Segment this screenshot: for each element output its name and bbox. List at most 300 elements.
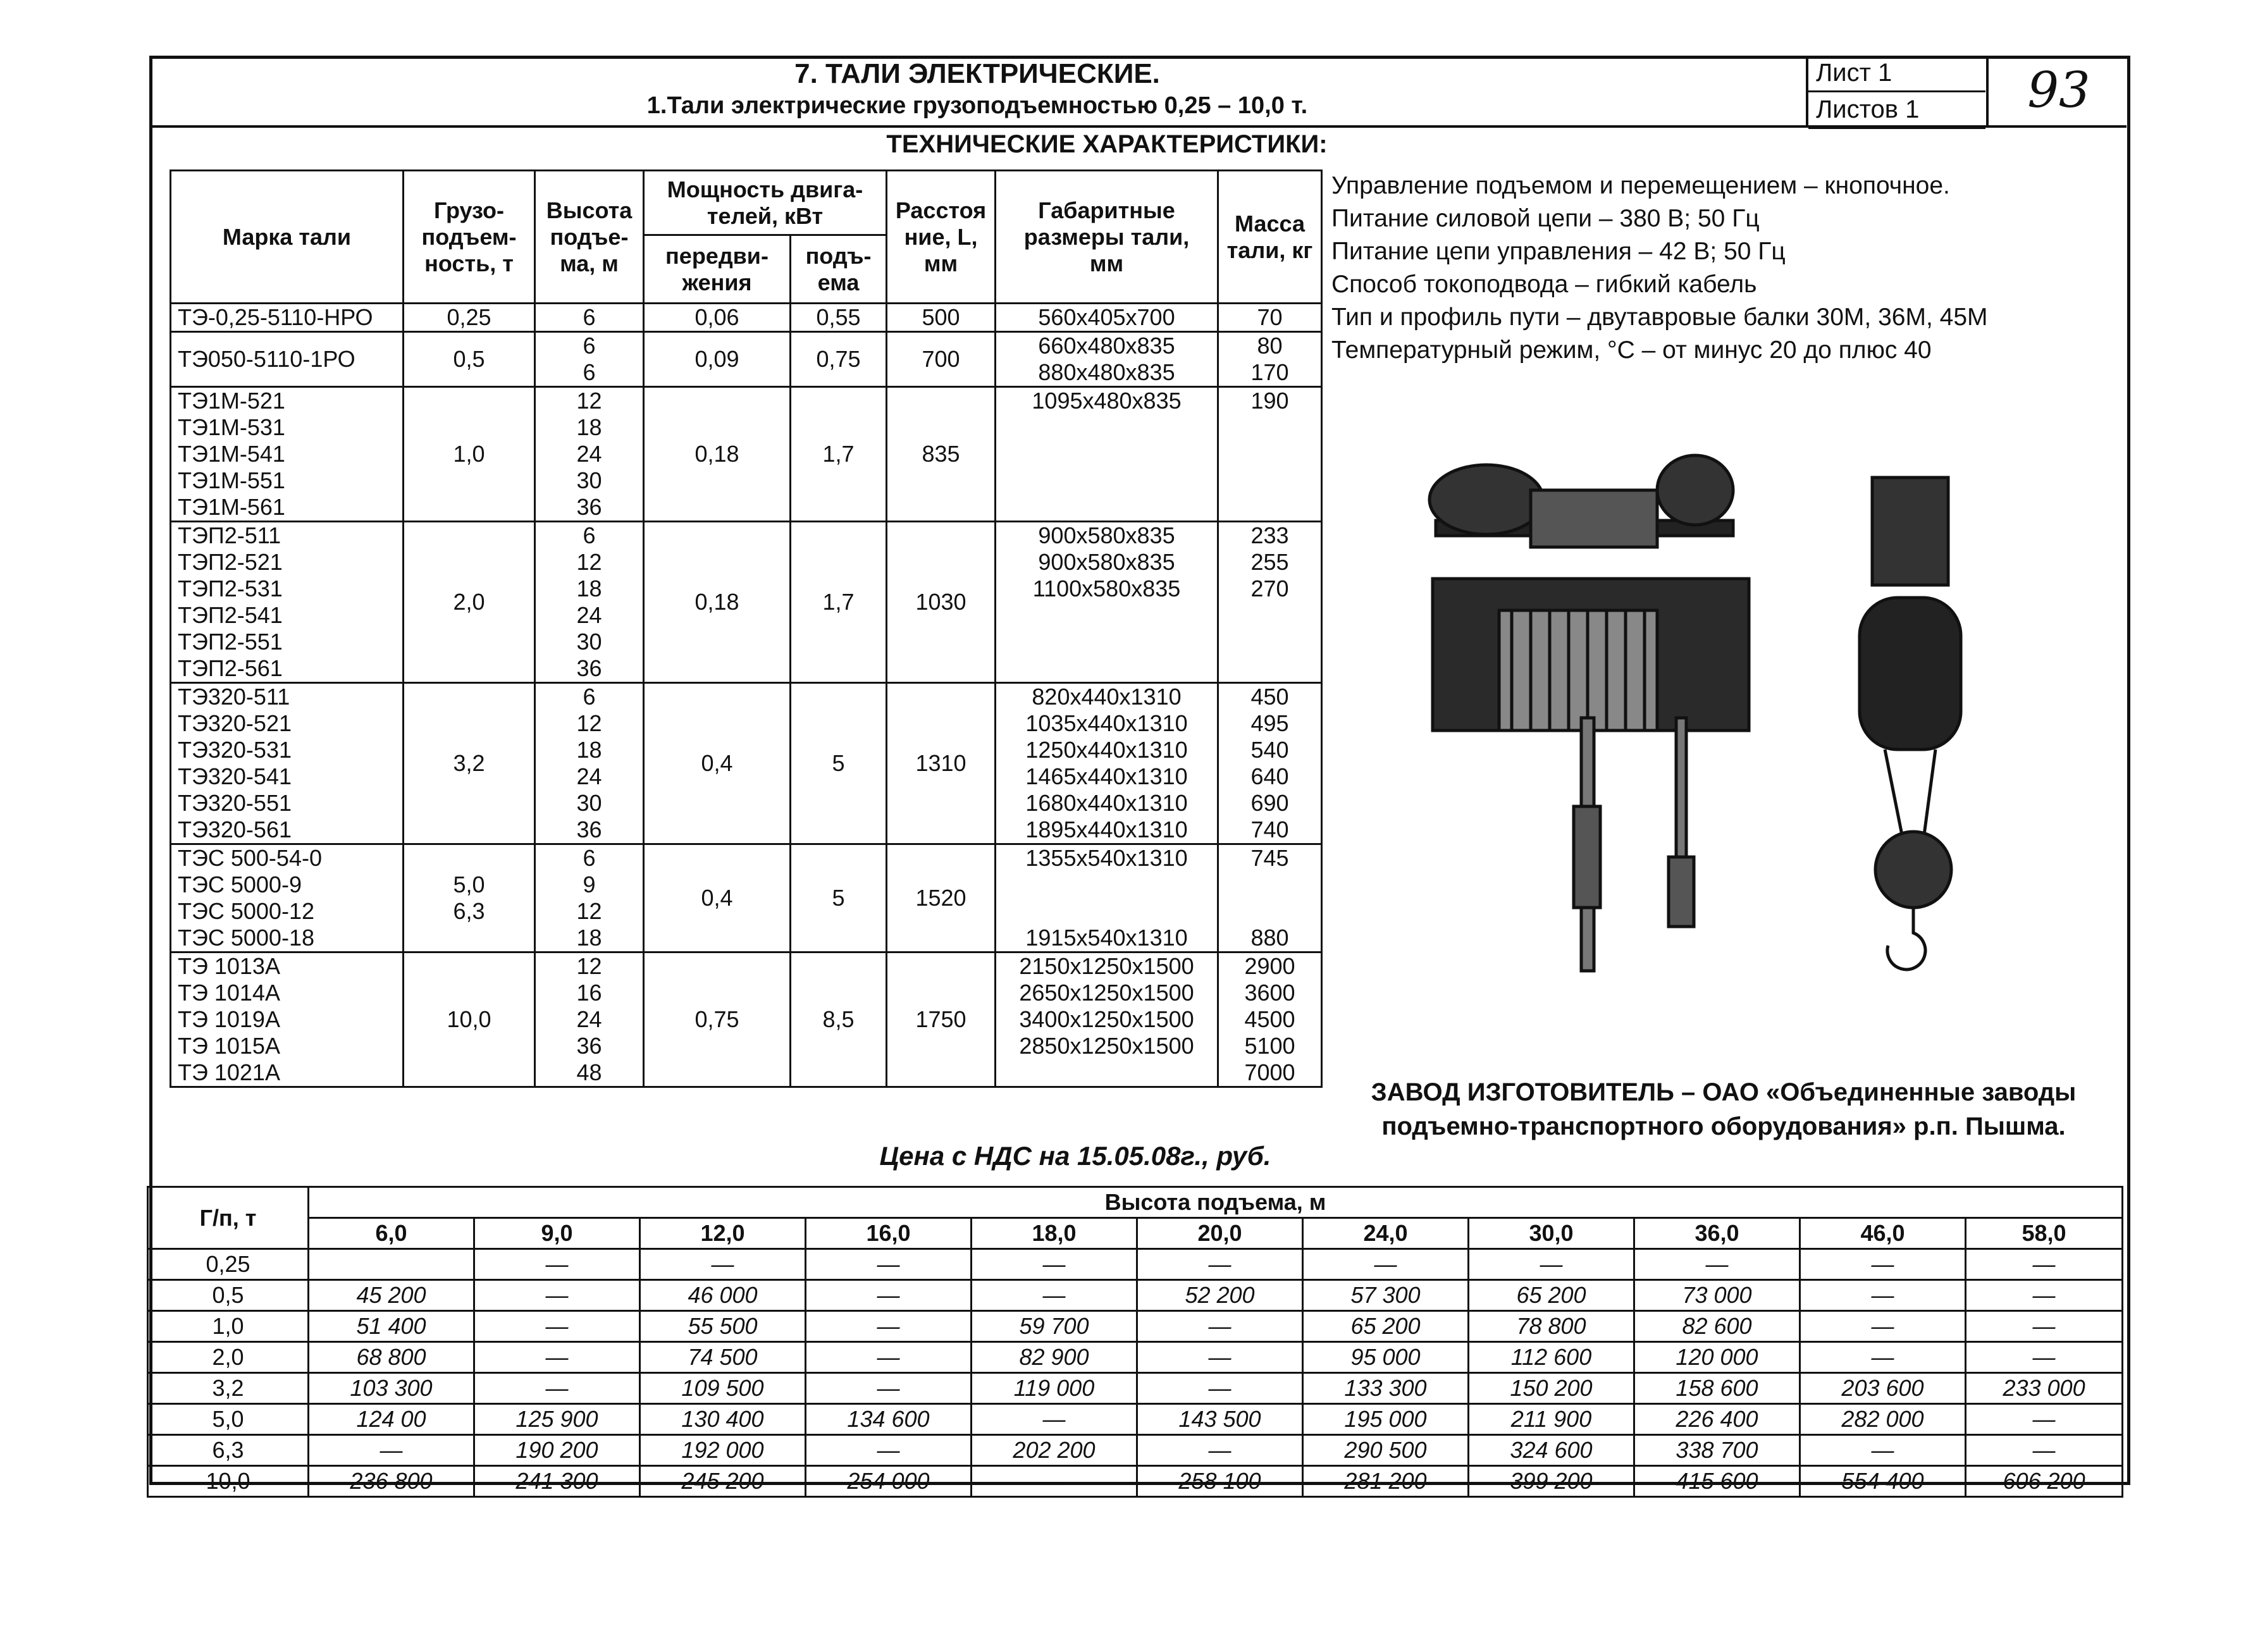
text-line: Мощность двига- [667,176,863,202]
text-line: подъ- [805,242,872,269]
price-cell: 554 400 [1800,1466,1966,1497]
spec-mass-line: 255 [1250,549,1289,575]
spec-power-lift: 1,7 [791,387,887,522]
price-cell: 57 300 [1303,1280,1469,1311]
spec-row [171,522,1322,683]
spec-dims-line: 820x440x1310 [1032,684,1182,710]
price-gp: 6,3 [148,1435,309,1466]
price-cell: 125 900 [474,1404,640,1435]
price-cell: 290 500 [1303,1435,1469,1466]
spec-power-move: 0,4 [644,683,791,844]
spec-model-line: ТЭ1М-521 [178,388,285,414]
spec-dims-line [996,898,1217,925]
spec-model-line: ТЭ320-561 [178,817,292,842]
spec-height [535,683,644,844]
spec-mass-line: 70 [1257,304,1283,330]
spec-power-lift: 0,75 [791,332,887,387]
price-cell: — [1137,1373,1303,1404]
spec-height-line: 30 [576,467,602,493]
text-line: мм [1089,250,1124,276]
spec-dims-line: 1465x440x1310 [1025,763,1188,789]
price-cell: — [806,1435,972,1466]
text-line: ма, м [560,250,619,276]
price-cell: 236 800 [309,1466,474,1497]
price-cell: 143 500 [1137,1404,1303,1435]
spec-model-line: ТЭП2-561 [178,655,283,681]
text-line: ЗАВОД ИЗГОТОВИТЕЛЬ – ОАО «Объединенные заводы [1371,1078,2077,1106]
spec-mass-line: 640 [1250,763,1289,789]
price-table [147,1186,2123,1498]
text-line: Питание цепи управления – 42 В; 50 Гц [1331,238,1786,265]
spec-model-line: ТЭ320-531 [178,737,292,763]
spec-height-line: 36 [576,1033,602,1059]
text-line: ность, т [424,250,514,276]
spec-height-line: 24 [576,1006,602,1032]
spec-height-line: 12 [576,898,602,924]
spec-model-line: ТЭ 1015А [178,1033,280,1059]
text-line: Питание силовой цепи – 380 В; 50 Гц [1331,205,1760,232]
price-cell: — [1966,1342,2123,1373]
spec-height-line: 48 [576,1059,602,1085]
price-cell: — [972,1404,1137,1435]
price-row [148,1280,2123,1311]
spec-mass-line: 170 [1250,359,1289,385]
spec-table [170,170,1323,1088]
price-cell: 282 000 [1800,1404,1966,1435]
price-cell: 195 000 [1303,1404,1469,1435]
spec-height-line: 18 [576,925,602,951]
price-cell: 134 600 [806,1404,972,1435]
text-line: Высота [546,197,633,223]
price-cell: 150 200 [1469,1373,1634,1404]
spec-dims-line: 1100x580x835 [1032,576,1181,601]
spec-height-line: 6 [583,333,596,359]
hoist-illustration [1417,452,2005,996]
price-cell: 203 600 [1800,1373,1966,1404]
price-cell: 82 900 [972,1342,1137,1373]
spec-dims-line: 1915x540x1310 [1025,925,1188,951]
spec-dims-line: 2850x1250x1500 [1019,1033,1194,1059]
spec-mass [1218,332,1322,387]
price-cell: — [1469,1249,1634,1280]
spec-mass-line: 190 [1250,388,1289,414]
tech-title: ТЕХНИЧЕСКИЕ ХАРАКТЕРИСТИКИ: [886,130,1328,158]
spec-row [171,844,1322,952]
spec-capacity [404,304,535,332]
sheets-label: Листов 1 [1808,92,1985,129]
spec-dims [996,522,1218,683]
price-height-col: 16,0 [806,1218,972,1249]
spec-model-line: ТЭ 1019А [178,1006,280,1032]
spec-dims [996,952,1218,1087]
spec-model-line: ТЭ1М-541 [178,441,285,467]
spec-mass [1218,952,1322,1087]
price-cell: — [1137,1311,1303,1342]
price-cell: 245 200 [640,1466,806,1497]
spec-model [171,387,404,522]
col-power-lift [791,235,887,304]
price-cell: 73 000 [1634,1280,1800,1311]
spec-row [171,304,1322,332]
text-line: подъе- [550,223,629,250]
price-height-col: 24,0 [1303,1218,1469,1249]
price-gp: 2,0 [148,1342,309,1373]
price-cell: 124 00 [309,1404,474,1435]
sheet-number: 93 [1986,56,2129,125]
spec-distance: 1310 [887,683,996,844]
price-cell: — [806,1280,972,1311]
spec-mass-line: 270 [1250,576,1289,601]
spec-height-line: 6 [583,684,596,710]
spec-capacity [404,332,535,387]
spec-height [535,304,644,332]
price-cell: 254 000 [806,1466,972,1497]
spec-mass-line: 3600 [1244,980,1295,1006]
spec-distance: 835 [887,387,996,522]
price-cell: — [1634,1249,1800,1280]
text-line: жения [682,269,752,295]
spec-model-line: ТЭС 5000-18 [178,925,314,951]
spec-capacity [404,952,535,1087]
col-dims [996,171,1218,304]
spec-mass-line: 4500 [1244,1006,1295,1032]
spec-height-line: 16 [576,980,602,1006]
price-cell: 338 700 [1634,1435,1800,1466]
spec-mass [1218,844,1322,952]
page-subtitle: 1.Тали электрические грузоподъемностью 0,25 – 10,0 т. [646,92,1308,119]
spec-distance: 1750 [887,952,996,1087]
page-title: 7. ТАЛИ ЭЛЕКТРИЧЕСКИЕ. [794,58,1160,89]
notes-block [1331,170,2116,367]
col-power [644,171,887,235]
spec-height-line: 36 [576,494,602,520]
spec-row [171,387,1322,522]
col-height [535,171,644,304]
spec-height [535,952,644,1087]
spec-distance: 700 [887,332,996,387]
spec-distance: 500 [887,304,996,332]
price-cell: — [1966,1280,2123,1311]
price-cell: 78 800 [1469,1311,1634,1342]
spec-power-move: 0,09 [644,332,791,387]
price-gp: 0,5 [148,1280,309,1311]
spec-mass-line [1219,872,1321,898]
spec-mass [1218,522,1322,683]
spec-mass-line: 880 [1250,925,1289,951]
price-cell: — [972,1466,1137,1497]
price-cell: 68 800 [309,1342,474,1373]
spec-mass [1218,387,1322,522]
spec-dims-line: 660x480x835 [1038,333,1175,359]
spec-capacity [404,387,535,522]
spec-capacity-line: 0,5 [453,346,485,372]
spec-model-line: ТЭС 500-54-0 [178,845,322,871]
price-cell: — [474,1342,640,1373]
spec-power-lift: 5 [791,844,887,952]
spec-model-line: ТЭ320-511 [178,684,290,710]
spec-mass-line [1219,898,1321,925]
price-cell: 51 400 [309,1311,474,1342]
spec-power-move: 0,06 [644,304,791,332]
spec-mass-line: 495 [1250,710,1289,736]
spec-model-line: ТЭ 1013А [178,953,280,979]
price-height-col: 12,0 [640,1218,806,1249]
price-cell: — [806,1311,972,1342]
spec-capacity-line: 6,3 [453,898,485,924]
spec-power-lift: 8,5 [791,952,887,1087]
spec-distance: 1030 [887,522,996,683]
spec-height-line: 9 [583,872,596,897]
spec-power-lift: 1,7 [791,522,887,683]
spec-model-line: ТЭС 5000-9 [178,872,302,897]
price-cell: 606 200 [1966,1466,2123,1497]
spec-mass-line: 233 [1250,522,1289,548]
spec-model [171,522,404,683]
spec-dims-line: 880x480x835 [1038,359,1175,385]
spec-model-line: ТЭП2-551 [178,629,283,655]
spec-capacity [404,844,535,952]
text-line: подъем- [421,223,517,250]
spec-mass-line: 690 [1250,790,1289,816]
price-cell: — [972,1280,1137,1311]
price-row [148,1404,2123,1435]
spec-power-lift: 0,55 [791,304,887,332]
price-cell: 130 400 [640,1404,806,1435]
price-height-col: 6,0 [309,1218,474,1249]
price-cell: 95 000 [1303,1342,1469,1373]
price-cell: 202 200 [972,1435,1137,1466]
spec-capacity-line: 10,0 [447,1006,491,1032]
text-line: телей, кВт [707,202,824,229]
price-height-col: 58,0 [1966,1218,2123,1249]
price-gp: 0,25 [148,1249,309,1280]
spec-mass-line: 7000 [1244,1059,1295,1085]
price-cell: — [806,1342,972,1373]
price-cell: 258 100 [1137,1466,1303,1497]
price-cell: — [806,1373,972,1404]
price-height-col: 46,0 [1800,1218,1966,1249]
price-cell: 241 300 [474,1466,640,1497]
price-cell: 59 700 [972,1311,1137,1342]
price-row [148,1342,2123,1373]
price-height-col: 30,0 [1469,1218,1634,1249]
price-cell: — [806,1249,972,1280]
price-cell: — [640,1249,806,1280]
spec-height-line: 6 [583,522,596,548]
spec-mass-line: 2900 [1244,953,1295,979]
text-line: Грузо- [433,197,505,223]
price-cell: — [474,1373,640,1404]
spec-model-line: ТЭП2-521 [178,549,283,575]
price-cell: — [1966,1435,2123,1466]
spec-capacity-line: 0,25 [447,304,491,330]
spec-row [171,952,1322,1087]
spec-mass-line: 745 [1250,845,1289,871]
price-row [148,1466,2123,1497]
text-line: подъемно-транспортного оборудования» р.п. Пышма. [1381,1113,2066,1140]
price-height-col: 18,0 [972,1218,1137,1249]
text-line: Габаритные [1038,197,1175,223]
spec-height-line: 12 [576,710,602,736]
text-line: мм [923,250,958,276]
spec-height-line: 36 [576,817,602,842]
spec-distance: 1520 [887,844,996,952]
spec-dims-line: 1680x440x1310 [1025,790,1188,816]
price-cell: — [1303,1249,1469,1280]
price-cell: 82 600 [1634,1311,1800,1342]
price-cell: 158 600 [1634,1373,1800,1404]
manufacturer-note [1331,1075,2116,1143]
price-cell: 233 000 [1966,1373,2123,1404]
price-gp: 3,2 [148,1373,309,1404]
price-cell: — [1966,1404,2123,1435]
spec-model-line: ТЭ 1014А [178,980,280,1006]
price-row [148,1249,2123,1280]
spec-mass-line: 80 [1257,333,1283,359]
spec-model-line: ТЭ320-521 [178,710,292,736]
spec-capacity [404,522,535,683]
spec-height-line: 12 [576,953,602,979]
spec-height-line: 6 [583,359,596,385]
spec-height [535,387,644,522]
spec-dims-line: 1895x440x1310 [1025,817,1188,842]
spec-mass [1218,304,1322,332]
text-line: ема [817,269,860,295]
spec-power-move: 0,4 [644,844,791,952]
price-cell: — [1137,1249,1303,1280]
spec-capacity-line: 2,0 [453,589,485,615]
spec-model [171,952,404,1087]
spec-power-move: 0,18 [644,387,791,522]
spec-model-line: ТЭ1М-551 [178,467,285,493]
spec-dims-line: 2150x1250x1500 [1019,953,1194,979]
price-gp: 10,0 [148,1466,309,1497]
text-line: Масса [1235,210,1305,237]
spec-height-line: 6 [583,304,596,330]
spec-dims-line [996,872,1217,898]
price-cell: — [1800,1280,1966,1311]
price-caption: Цена с НДС на 15.05.08г., руб. [879,1141,1271,1171]
price-cell: 109 500 [640,1373,806,1404]
text-line: Способ токоподвода – гибкий кабель [1331,271,1757,298]
spec-row [171,332,1322,387]
spec-model [171,683,404,844]
spec-model-line: ТЭП2-541 [178,602,283,628]
price-cell: 65 200 [1469,1280,1634,1311]
price-height-header: Высота подъема, м [309,1187,2123,1218]
price-height-col: 20,0 [1137,1218,1303,1249]
spec-model-line: ТЭ050-5110-1РО [178,346,355,372]
spec-model [171,844,404,952]
price-cell: 133 300 [1303,1373,1469,1404]
spec-model-line: ТЭ320-541 [178,763,292,789]
spec-dims [996,332,1218,387]
spec-height [535,332,644,387]
spec-height [535,522,644,683]
col-capacity [404,171,535,304]
spec-dims-line: 900x580x835 [1038,522,1175,548]
spec-power-lift: 5 [791,683,887,844]
spec-power-move: 0,18 [644,522,791,683]
spec-row [171,683,1322,844]
spec-dims-line: 1095x480x835 [1032,388,1182,414]
spec-mass-line: 740 [1250,817,1289,842]
spec-height-line: 6 [583,845,596,871]
price-cell: 281 200 [1303,1466,1469,1497]
spec-dims [996,304,1218,332]
price-cell: 55 500 [640,1311,806,1342]
col-mass [1218,171,1322,304]
spec-height-line: 24 [576,441,602,467]
spec-model-line: ТЭ1М-531 [178,414,285,440]
price-gp-header: Г/п, т [148,1187,309,1249]
spec-model-line: ТЭ 1021А [178,1059,280,1085]
text-line: размеры тали, [1023,223,1190,250]
price-cell: — [309,1435,474,1466]
spec-dims-line: 560x405x700 [1038,304,1175,330]
spec-height-line: 30 [576,790,602,816]
col-model: Марка тали [171,171,404,304]
spec-model [171,332,404,387]
spec-height-line: 18 [576,576,602,601]
price-cell: — [1800,1249,1966,1280]
spec-model-line: ТЭС 5000-12 [178,898,314,924]
price-cell: 190 200 [474,1435,640,1466]
price-cell: — [474,1311,640,1342]
spec-height-line: 12 [576,549,602,575]
price-cell: 211 900 [1469,1404,1634,1435]
spec-dims-line: 900x580x835 [1038,549,1175,575]
spec-model-line: ТЭ1М-561 [178,494,285,520]
text-line: Тип и профиль пути – двутавровые балки 30М, 36М, 45М [1331,304,1988,331]
price-cell: 65 200 [1303,1311,1469,1342]
spec-dims [996,844,1218,952]
price-cell: — [1137,1342,1303,1373]
price-gp: 5,0 [148,1404,309,1435]
col-power-move [644,235,791,304]
price-cell: — [1800,1342,1966,1373]
price-cell: 46 000 [640,1280,806,1311]
spec-height [535,844,644,952]
price-cell: — [474,1280,640,1311]
spec-height-line: 30 [576,629,602,655]
spec-dims-line: 1250x440x1310 [1025,737,1188,763]
text-line: тали, кг [1226,237,1313,263]
price-cell: — [1966,1249,2123,1280]
spec-dims-line: 2650x1250x1500 [1019,980,1194,1006]
price-table-body [148,1249,2123,1497]
spec-table-body [171,304,1322,1087]
price-cell: 74 500 [640,1342,806,1373]
price-cell: — [972,1249,1137,1280]
price-cell: — [1800,1311,1966,1342]
spec-model [171,304,404,332]
spec-model-line: ТЭП2-531 [178,576,283,601]
price-cell: 112 600 [1469,1342,1634,1373]
price-cell: — [1800,1435,1966,1466]
price-gp: 1,0 [148,1311,309,1342]
spec-height-line: 24 [576,602,602,628]
price-cell: 324 600 [1469,1435,1634,1466]
spec-height-line: 36 [576,655,602,681]
text-line: ние, L, [904,223,978,250]
text-line: Расстоя [895,197,987,223]
price-cell: 45 200 [309,1280,474,1311]
spec-model-line: ТЭ-0,25-5110-НРО [178,304,373,330]
price-cell: 119 000 [972,1373,1137,1404]
price-cell: 415 600 [1634,1466,1800,1497]
sheet-label: Лист 1 [1808,56,1985,92]
